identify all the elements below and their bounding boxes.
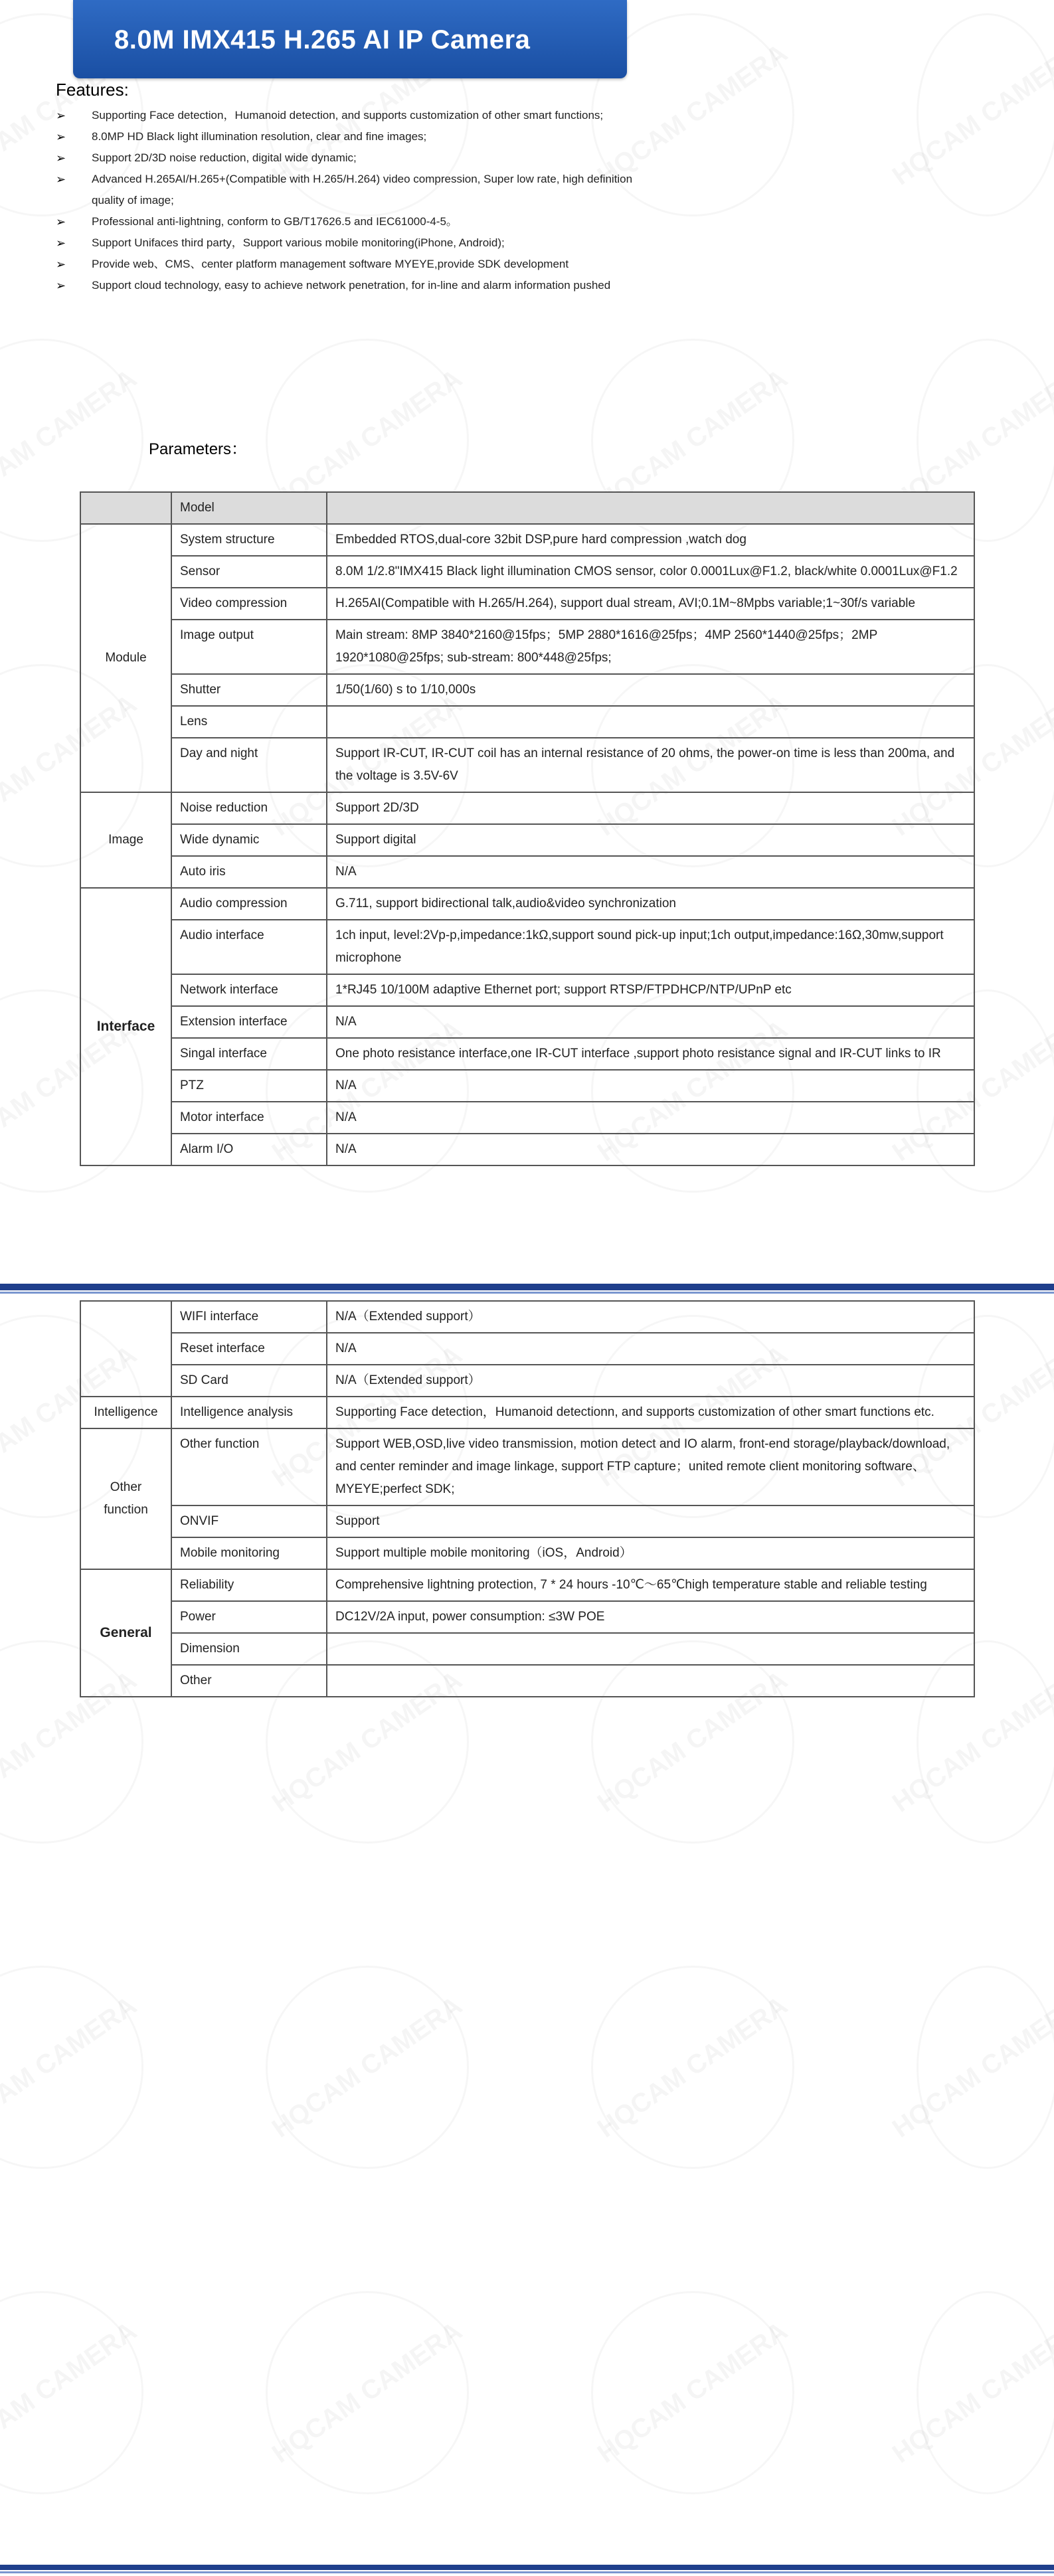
category-cell: Other function xyxy=(80,1428,171,1569)
feature-item: ➢ Advanced H.265AI/H.265+(Compatible with H.265/H.264) video compression, Super low rate, high definition quality of image; xyxy=(56,169,640,211)
table-row xyxy=(80,888,974,920)
value-cell: One photo resistance interface,one IR-CUT interface ,support photo resistance signal and IR-CUT links to IR xyxy=(327,1038,974,1070)
value-cell: N/A xyxy=(327,1134,974,1165)
parameters-heading: Parameters： xyxy=(149,440,248,458)
watermark-seal xyxy=(917,1966,1054,2169)
table-row xyxy=(80,1397,974,1428)
item-cell: Singal interface xyxy=(171,1038,327,1070)
table-row xyxy=(80,824,974,856)
table-row xyxy=(80,974,974,1006)
watermark-seal xyxy=(266,2291,469,2494)
item-cell: Day and night xyxy=(171,738,327,792)
item-cell: Image output xyxy=(171,620,327,674)
value-cell: Support xyxy=(327,1505,974,1537)
item-cell: Reliability xyxy=(171,1569,327,1601)
feature-item: ➢ Provide web、CMS、center platform management software MYEYE,provide SDK development xyxy=(56,254,640,275)
table-row xyxy=(80,1333,974,1365)
item-cell: Audio compression xyxy=(171,888,327,920)
item-cell: Network interface xyxy=(171,974,327,1006)
value-cell: 8.0M 1/2.8"IMX415 Black light illumination CMOS sensor, color 0.0001Lux@F1.2, black/white 0.0001Lux@F1.2 xyxy=(327,556,974,588)
category-cell: Interface xyxy=(80,888,171,1165)
table-row xyxy=(80,792,974,824)
table-row xyxy=(80,1038,974,1070)
watermark-seal xyxy=(0,2291,143,2494)
table-row xyxy=(80,706,974,738)
table-row xyxy=(80,1601,974,1633)
item-cell: Audio interface xyxy=(171,920,327,974)
value-cell: Support multiple mobile monitoring（iOS，Android） xyxy=(327,1537,974,1569)
watermark-seal xyxy=(917,13,1054,216)
table-row xyxy=(80,856,974,888)
arrow-bullet-icon: ➢ xyxy=(56,151,66,165)
feature-item: ➢ Professional anti-lightning, conform to GB/T17626.5 and IEC61000-4-5。 xyxy=(56,211,640,232)
watermark-seal xyxy=(266,1966,469,2169)
header-cell-category xyxy=(80,492,171,524)
item-cell: Wide dynamic xyxy=(171,824,327,856)
value-cell: 1*RJ45 10/100M adaptive Ethernet port; support RTSP/FTPDHCP/NTP/UPnP etc xyxy=(327,974,974,1006)
item-cell: Motor interface xyxy=(171,1102,327,1134)
item-cell: Sensor xyxy=(171,556,327,588)
table-row xyxy=(80,1102,974,1134)
item-cell: SD Card xyxy=(171,1365,327,1397)
arrow-bullet-icon: ➢ xyxy=(56,279,66,292)
item-cell: Auto iris xyxy=(171,856,327,888)
table-row xyxy=(80,524,974,556)
table-row xyxy=(80,620,974,674)
table-row xyxy=(80,1428,974,1505)
table-row xyxy=(80,1006,974,1038)
value-cell: 1/50(1/60) s to 1/10,000s xyxy=(327,674,974,706)
value-cell: Supporting Face detection，Humanoid detectionn, and supports customization of other smart functions etc. xyxy=(327,1397,974,1428)
item-cell: Intelligence analysis xyxy=(171,1397,327,1428)
item-cell: System structure xyxy=(171,524,327,556)
arrow-bullet-icon: ➢ xyxy=(56,130,66,143)
item-cell: WIFI interface xyxy=(171,1301,327,1333)
value-cell: Support IR-CUT, IR-CUT coil has an internal resistance of 20 ohms, the power-on time is less than 200ma, and the voltage is 3.5V-6V xyxy=(327,738,974,792)
value-cell: Support WEB,OSD,live video transmission, motion detect and IO alarm, front-end storage/playback/download, and center reminder and image linkage, support FTP capture；united remote client monitoring software、MYEYE;perfect SDK; xyxy=(327,1428,974,1505)
value-cell: Support 2D/3D xyxy=(327,792,974,824)
watermark-seal xyxy=(917,2291,1054,2494)
value-cell: Support digital xyxy=(327,824,974,856)
page-separator-accent xyxy=(0,1292,1054,1294)
feature-item: ➢ Support Unifaces third party，Support various mobile monitoring(iPhone, Android); xyxy=(56,232,640,254)
title-banner xyxy=(73,0,627,78)
header-cell-value xyxy=(327,492,974,524)
feature-item: ➢ 8.0MP HD Black light illumination resolution, clear and fine images; xyxy=(56,126,640,147)
table-row xyxy=(80,1633,974,1665)
value-cell: H.265AI(Compatible with H.265/H.264), support dual stream, AVI;0.1M~8Mpbs variable;1~30f/s variable xyxy=(327,588,974,620)
table-row xyxy=(80,588,974,620)
value-cell: N/A xyxy=(327,1070,974,1102)
feature-item: ➢ Support 2D/3D noise reduction, digital wide dynamic; xyxy=(56,147,640,169)
table-row xyxy=(80,1301,974,1333)
watermark-seal xyxy=(591,1966,794,2169)
header-cell-model: Model xyxy=(171,492,327,524)
table-row xyxy=(80,1365,974,1397)
spec-table-2 xyxy=(80,1300,975,1697)
category-cell xyxy=(80,1301,171,1397)
feature-item: ➢ Supporting Face detection，Humanoid detection, and supports customization of other smart functions; xyxy=(56,105,640,126)
item-cell: Mobile monitoring xyxy=(171,1537,327,1569)
value-cell: N/A xyxy=(327,1333,974,1365)
value-cell: Embedded RTOS,dual-core 32bit DSP,pure hard compression ,watch dog xyxy=(327,524,974,556)
page-title: 8.0M IMX415 H.265 AI IP Camera xyxy=(114,25,531,54)
arrow-bullet-icon: ➢ xyxy=(56,215,66,228)
value-cell: N/A xyxy=(327,1102,974,1134)
item-cell: Shutter xyxy=(171,674,327,706)
value-cell: N/A xyxy=(327,1006,974,1038)
value-cell xyxy=(327,706,974,738)
table-row xyxy=(80,1537,974,1569)
table-row xyxy=(80,1070,974,1102)
value-cell: DC12V/2A input, power consumption: ≤3W POE xyxy=(327,1601,974,1633)
item-cell: Extension interface xyxy=(171,1006,327,1038)
page-separator xyxy=(0,1284,1054,1290)
item-cell: Power xyxy=(171,1601,327,1633)
watermark-seal xyxy=(591,2291,794,2494)
features-list xyxy=(56,105,640,296)
category-cell: Module xyxy=(80,524,171,792)
value-cell: Comprehensive lightning protection, 7 * 24 hours -10℃～65℃high temperature stable and reliable testing xyxy=(327,1569,974,1601)
page-separator-bottom-accent xyxy=(0,2571,1054,2573)
value-cell xyxy=(327,1633,974,1665)
table-row xyxy=(80,1505,974,1537)
value-cell xyxy=(327,1665,974,1697)
item-cell: Reset interface xyxy=(171,1333,327,1365)
item-cell: Dimension xyxy=(171,1633,327,1665)
item-cell: ONVIF xyxy=(171,1505,327,1537)
item-cell: PTZ xyxy=(171,1070,327,1102)
item-cell: Other function xyxy=(171,1428,327,1505)
table-row xyxy=(80,1665,974,1697)
table-row xyxy=(80,920,974,974)
item-cell: Other xyxy=(171,1665,327,1697)
table-header-row xyxy=(80,492,974,524)
category-cell: General xyxy=(80,1569,171,1697)
category-cell: Image xyxy=(80,792,171,888)
features-heading: Features: xyxy=(56,80,129,100)
value-cell: 1ch input, level:2Vp-p,impedance:1kΩ,support sound pick-up input;1ch output,impedance:16Ω,30mw,support microphone xyxy=(327,920,974,974)
item-cell: Video compression xyxy=(171,588,327,620)
watermark-seal xyxy=(0,1966,143,2169)
table-row xyxy=(80,674,974,706)
arrow-bullet-icon: ➢ xyxy=(56,258,66,271)
category-cell: Intelligence xyxy=(80,1397,171,1428)
page-separator-bottom xyxy=(0,2565,1054,2570)
table-row xyxy=(80,738,974,792)
value-cell: N/A（Extended support） xyxy=(327,1365,974,1397)
item-cell: Noise reduction xyxy=(171,792,327,824)
value-cell: Main stream: 8MP 3840*2160@15fps；5MP 2880*1616@25fps；4MP 2560*1440@25fps；2MP 1920*1080@25fps; sub-stream: 800*448@25fps; xyxy=(327,620,974,674)
item-cell: Alarm I/O xyxy=(171,1134,327,1165)
feature-item: ➢ Support cloud technology, easy to achieve network penetration, for in-line and alarm information pushed xyxy=(56,275,640,296)
value-cell: N/A xyxy=(327,856,974,888)
arrow-bullet-icon: ➢ xyxy=(56,173,66,186)
table-row xyxy=(80,556,974,588)
spec-table-1 xyxy=(80,491,975,1166)
table-row xyxy=(80,1134,974,1165)
arrow-bullet-icon: ➢ xyxy=(56,109,66,122)
value-cell: N/A（Extended support） xyxy=(327,1301,974,1333)
value-cell: G.711, support bidirectional talk,audio&video synchronization xyxy=(327,888,974,920)
table-row xyxy=(80,1569,974,1601)
arrow-bullet-icon: ➢ xyxy=(56,236,66,250)
item-cell: Lens xyxy=(171,706,327,738)
